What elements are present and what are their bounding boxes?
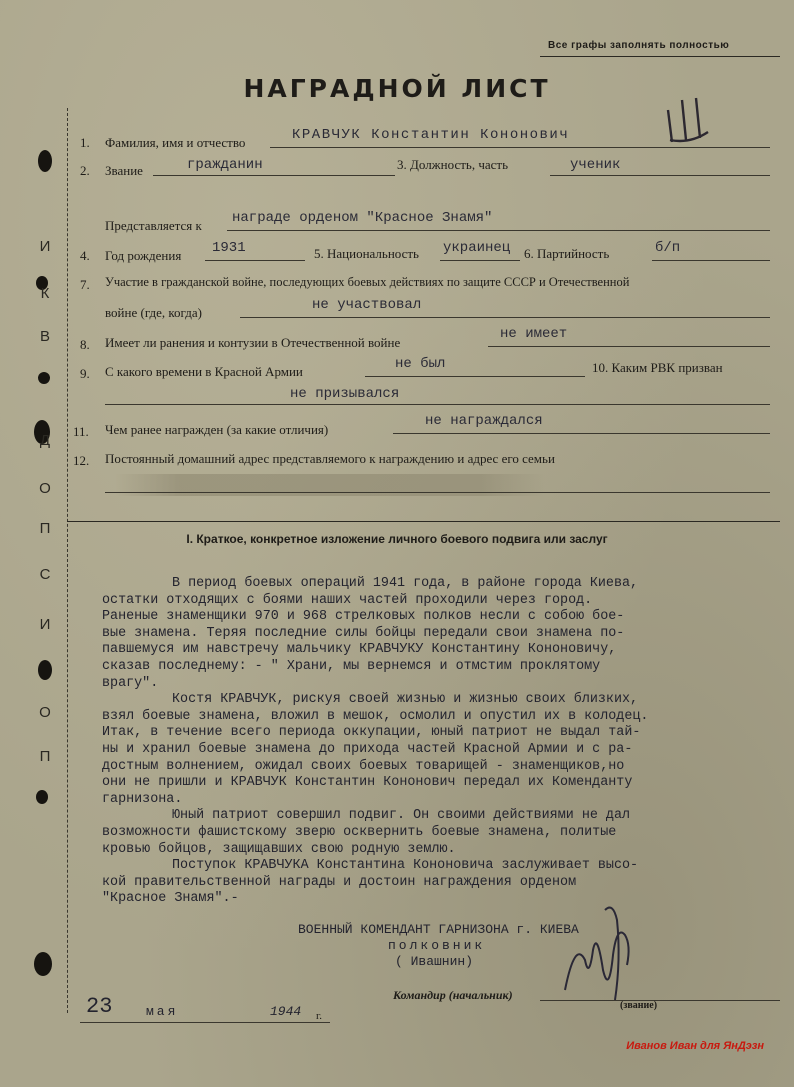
- underline: [105, 404, 770, 405]
- header-note-underline: [540, 56, 780, 57]
- underline: [393, 433, 770, 434]
- field-label: Участие в гражданской войне, последующих боевых действиях по защите СССР и Отечественной: [105, 275, 630, 289]
- tear-line: [67, 108, 69, 1013]
- position-value: ученик: [570, 157, 621, 173]
- field-number: 8.: [80, 337, 90, 352]
- field-number: 7.: [80, 277, 90, 292]
- narrative-line: они не пришли и КРАВЧУК Константин Кононович передал их Коменданту: [102, 775, 633, 791]
- signature-rank: полковник: [388, 938, 486, 953]
- side-letter: В: [39, 328, 50, 345]
- date-year: 1944: [270, 1004, 302, 1019]
- field-label: 6. Партийность: [524, 246, 610, 261]
- field-label: Имеет ли ранения и контузии в Отечественной войне: [105, 335, 401, 350]
- narrative-line: кой правительственной награды и достоин награждения орденом: [102, 874, 577, 890]
- narrative-line: Итак, в течение всего периода оккупации, юный патриот не выдал тай-: [102, 725, 641, 741]
- underline: [550, 175, 770, 176]
- underline: [270, 147, 770, 148]
- section-heading: I. Краткое, конкретное изложение личного боевого подвига или заслуг: [186, 532, 608, 546]
- narrative-line: вые знамена. Теряя последние силы бойцы передали свои знамена по-: [102, 625, 625, 641]
- narrative-line: В период боевых операций 1941 года, в районе города Киева,: [172, 576, 639, 591]
- narrative-line: врагу".: [102, 675, 159, 691]
- field-label: Фамилия, имя и отчество: [105, 135, 246, 150]
- underline: [227, 230, 770, 231]
- narrative-line: Юный патриот совершил подвиг. Он своими действиями не дал: [172, 808, 631, 824]
- field-label: 3. Должность, часть: [397, 157, 509, 172]
- punch-hole: [38, 150, 52, 172]
- signature-name: ( Ивашнин): [395, 954, 474, 969]
- war-participation-value: не участвовал: [312, 297, 422, 313]
- underline: [488, 346, 770, 347]
- punch-hole: [36, 790, 48, 804]
- header-note: Все графы заполнять полностью: [548, 40, 730, 51]
- field-label: Постоянный домашний адрес представляемого к награждению и адрес его семьи: [105, 451, 555, 466]
- side-letter: И: [39, 616, 51, 633]
- field-number: 1.: [80, 135, 90, 150]
- party-value: б/п: [655, 240, 681, 256]
- punch-hole: [38, 372, 50, 384]
- field-label: Звание: [105, 163, 143, 178]
- birth-year-value: 1931: [212, 240, 246, 256]
- narrative-line: взял боевые знамена, вложил в мешок, осмолил и опустил их в колодец.: [102, 708, 649, 724]
- field-number: 12.: [73, 453, 90, 468]
- narrative-line: ны и хранил боевые знамена до прихода частей Красной Армии и с ра-: [102, 741, 633, 757]
- wounds-value: не имеет: [500, 326, 568, 342]
- field-number: 4.: [80, 248, 90, 263]
- underline: [205, 260, 305, 261]
- watermark: Иванов Иван для ЯнДэзн: [626, 1040, 764, 1052]
- underline: [652, 260, 770, 261]
- underline: [365, 376, 585, 377]
- underline: [153, 175, 395, 176]
- side-letter: Д: [39, 432, 51, 449]
- field-label: Представляется к: [105, 218, 202, 233]
- side-letter: О: [39, 480, 51, 497]
- side-letter: И: [39, 238, 51, 255]
- signature-title: ВОЕННЫЙ КОМЕНДАНТ ГАРНИЗОНА г. КИЕВА: [298, 922, 579, 937]
- field-label: С какого времени в Красной Армии: [105, 364, 303, 379]
- date-suffix: г.: [316, 1010, 323, 1022]
- conscription-value: не призывался: [290, 386, 400, 402]
- underline: [240, 317, 770, 318]
- narrative-line: "Красное Знамя".-: [102, 891, 239, 907]
- underline: [440, 260, 520, 261]
- nationality-value: украинец: [443, 240, 511, 256]
- field-label: войне (где, когда): [105, 305, 202, 320]
- narrative-line: гарнизона.: [102, 791, 183, 807]
- narrative-text: [92, 576, 782, 908]
- side-letter: С: [39, 566, 51, 583]
- side-letter: П: [39, 520, 51, 537]
- field-number: 2.: [80, 163, 90, 178]
- handwritten-signature-icon: [555, 900, 658, 1011]
- narrative-line: сказав последнему: - " Храни, мы вернемся и отмстим проклятому: [102, 658, 601, 674]
- rank-value: гражданин: [187, 157, 263, 173]
- side-letter: О: [39, 704, 51, 721]
- narrative-line: Поступок КРАВЧУКА Константина Кононовича заслуживает высо-: [172, 858, 639, 874]
- side-letter: К: [40, 285, 50, 302]
- field-label: Чем ранее награжден (за какие отличия): [105, 422, 329, 437]
- field-number: 9.: [80, 366, 90, 381]
- field-label: 10. Каким РВК призван: [592, 360, 723, 375]
- award-value: награде орденом "Красное Знамя": [232, 210, 493, 226]
- field-label: 5. Национальность: [314, 246, 419, 261]
- page-title: НАГРАДНОЙ ЛИСТ: [243, 74, 551, 103]
- commander-label: Командир (начальник): [393, 988, 513, 1002]
- section-separator: [67, 521, 780, 522]
- field-number: 11.: [73, 424, 89, 439]
- narrative-line: Костя КРАВЧУК, рискуя своей жизнью и жизнью своих близких,: [172, 692, 639, 708]
- narrative-line: остатки отходящих с боями наших частей проходили через город.: [102, 592, 593, 608]
- underline: [105, 492, 770, 493]
- narrative-line: возможности фашистскому зверю осквернить боевые знамена, политые: [102, 824, 617, 840]
- field-label: Год рождения: [105, 248, 182, 263]
- narrative-line: кровью бойцов, защищавших свою родную землю.: [102, 841, 456, 857]
- punch-hole: [38, 660, 52, 680]
- underline: [80, 1022, 330, 1023]
- full-name-value: КРАВЧУК Константин Кононович: [292, 127, 570, 143]
- rank-label: (звание): [620, 1000, 658, 1011]
- previous-awards-value: не награждался: [425, 413, 543, 429]
- narrative-line: павшемуся им навстречу мальчику КРАВЧУКУ Константину Кононовичу,: [102, 642, 617, 658]
- narrative-line: Раненые знаменщики 970 и 968 стрелковых полков несли с собою бое-: [102, 609, 625, 625]
- date-month: мая: [146, 1004, 179, 1019]
- handwritten-mark-icon: [660, 92, 720, 148]
- side-letter: П: [39, 748, 51, 765]
- punch-hole: [34, 952, 52, 976]
- army-since-value: не был: [395, 356, 446, 372]
- date-day: 23: [86, 994, 113, 1019]
- narrative-line: достным волнением, ожидал своих боевых товарищей - знаменщиков,но: [102, 758, 625, 774]
